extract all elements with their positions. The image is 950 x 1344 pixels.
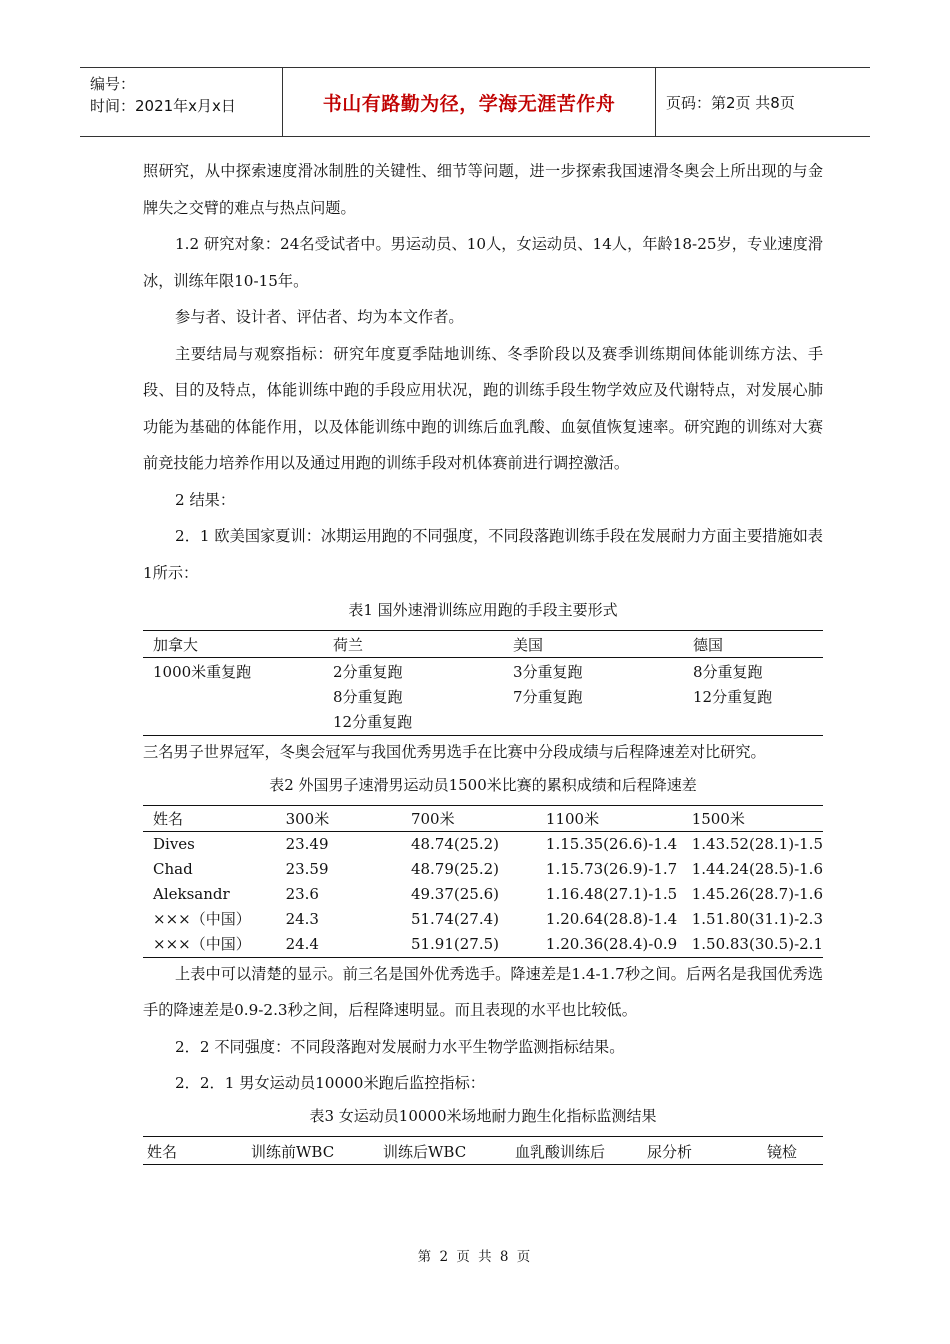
paragraph: 主要结局与观察指标：研究年度夏季陆地训练、冬季阶段以及赛季训练期间体能训练方法、手段、目的及特点，体能训练中跑的手段应用状况，跑的训练手段生物学效应及代谢特点，对发展心肺功能为基础的体能作用，以及体能训练中跑的训练后血乳酸、血氨值恢复速率。研究跑的训练对大赛前竞技能力培养作用以及通过用跑的训练手段对机体赛前进行调控激活。	[143, 344, 823, 472]
header-page-number: 页码：第2页 共8页	[666, 93, 795, 112]
table-cell: 23.6	[285, 884, 319, 903]
document-number: 编号：	[90, 75, 136, 93]
table-cell: 1.20.64(28.8)-1.4	[545, 909, 678, 928]
table2	[143, 805, 823, 958]
table-cell: 1.50.83(30.5)-2.1	[691, 934, 823, 953]
table-row	[143, 857, 823, 882]
header-meta	[80, 68, 282, 136]
table-cell: 1.15.73(26.9)-1.7	[545, 859, 678, 878]
table-cell: 1.51.80(31.1)-2.3	[691, 909, 823, 928]
table-cell: 2分重复跑	[333, 663, 403, 681]
table-cell: 1.20.36(28.4)-0.9	[545, 934, 678, 953]
table-cell: 1000米重复跑	[153, 663, 252, 681]
table-cell: 8分重复跑	[333, 688, 403, 706]
table-row	[143, 932, 823, 958]
table-header-cell: 训练前WBC	[251, 1142, 335, 1161]
table-header-cell: 加拿大	[143, 631, 323, 658]
paragraph: 上表中可以清楚的显示。前三名是国外优秀选手。降速差是1.4-1.7秒之间。后两名是我国优秀选手的降速差是0.9-2.3秒之间，后程降速明显。而且表现的水平也比较低。	[143, 964, 823, 1019]
paragraph: 三名男子世界冠军，冬奥会冠军与我国优秀男选手在比赛中分段成绩与后程降速差对比研究。	[143, 743, 766, 761]
table-cell	[143, 710, 323, 736]
table-header-row	[143, 1136, 823, 1164]
table-header-cell: 荷兰	[323, 631, 503, 658]
table-row	[143, 710, 823, 736]
table-cell: 24.3	[285, 909, 319, 928]
table1	[143, 630, 823, 736]
table-cell: 7分重复跑	[513, 688, 583, 706]
table-header-cell: 德国	[683, 631, 823, 658]
document-date: 时间：2021年x月x日	[90, 97, 236, 115]
table-cell: 49.37(25.6)	[410, 884, 499, 903]
table-row	[143, 907, 823, 932]
table-header-cell: 300米	[276, 805, 401, 831]
page-footer: 第 2 页 共 8 页	[417, 1249, 533, 1265]
header-motto: 书山有路勤为径，学海无涯苦作舟	[282, 68, 656, 136]
table-row	[143, 685, 823, 710]
paragraph: 2．1 欧美国家夏训：冰期运用跑的不同强度，不同段落跑训练手段在发展耐力方面主要措施如表1所示：	[143, 527, 823, 582]
table-cell	[143, 685, 323, 710]
table-cell: ×××（中国）	[153, 934, 251, 953]
table-header-cell: 1100米	[536, 805, 682, 831]
table-header-cell: 美国	[503, 631, 683, 658]
table3	[143, 1136, 823, 1165]
table-cell: 24.4	[285, 934, 319, 953]
table-cell: 1.44.24(28.5)-1.6	[691, 859, 823, 878]
document-body	[143, 153, 823, 1165]
table-header-cell: 1500米	[682, 805, 823, 831]
section-heading: 2 结果：	[175, 490, 236, 509]
paragraph: 2．2．1 男女运动员10000米跑后监控指标：	[175, 1074, 485, 1092]
table-cell: Aleksandr	[153, 884, 230, 903]
table-cell: 8分重复跑	[693, 663, 763, 681]
table-cell: 1.16.48(27.1)-1.5	[545, 884, 678, 903]
table-header-cell: 血乳酸训练后	[515, 1142, 606, 1161]
table-cell: 12分重复跑	[333, 713, 413, 731]
table-cell	[683, 710, 823, 736]
table-header-row	[143, 805, 823, 831]
table-cell: ×××（中国）	[153, 909, 251, 928]
table3-caption: 表3 女运动员10000米场地耐力跑生化指标监测结果	[309, 1106, 657, 1125]
paragraph: 2．2 不同强度：不同段落跑对发展耐力水平生物学监测指标结果。	[175, 1037, 625, 1056]
table-cell: Chad	[153, 859, 193, 878]
table-header-cell: 尿分析	[647, 1142, 693, 1161]
table-cell: 51.74(27.4)	[410, 909, 499, 928]
table-cell: 1.45.26(28.7)-1.6	[691, 884, 823, 903]
table-cell: 1.43.52(28.1)-1.5	[691, 834, 823, 853]
paragraph: 照研究，从中探索速度滑冰制胜的关键性、细节等问题，进一步探索我国速滑冬奥会上所出现的与金牌失之交臂的难点与热点问题。	[143, 162, 823, 217]
table-header-cell: 姓名	[147, 1142, 178, 1161]
table-cell: 1.15.35(26.6)-1.4	[545, 834, 678, 853]
table-row	[143, 658, 823, 686]
table-row	[143, 831, 823, 857]
table-cell: Dives	[153, 834, 195, 853]
table-header-cell: 姓名	[143, 805, 276, 831]
page-header	[80, 67, 870, 137]
table-cell: 51.91(27.5)	[410, 934, 499, 953]
table-cell: 23.49	[285, 834, 329, 853]
table2-caption: 表2 外国男子速滑男运动员1500米比赛的累积成绩和后程降速差	[269, 775, 697, 794]
table-header-cell: 镜检	[767, 1142, 798, 1161]
table-header-cell: 700米	[401, 805, 536, 831]
table-cell: 23.59	[285, 859, 329, 878]
table-cell: 12分重复跑	[693, 688, 773, 706]
table-cell: 48.74(25.2)	[410, 834, 499, 853]
table-header-cell: 训练后WBC	[383, 1142, 467, 1161]
table1-caption: 表1 国外速滑训练应用跑的手段主要形式	[348, 601, 618, 619]
table-cell	[503, 710, 683, 736]
table-row	[143, 882, 823, 907]
paragraph: 参与者、设计者、评估者、均为本文作者。	[175, 308, 464, 326]
table-cell: 3分重复跑	[513, 663, 583, 681]
table-cell: 48.79(25.2)	[410, 859, 499, 878]
paragraph: 1.2 研究对象：24名受试者中。男运动员、10人，女运动员、14人，年龄18-25岁，专业速度滑冰，训练年限10-15年。	[143, 235, 823, 290]
table-header-row	[143, 631, 823, 658]
